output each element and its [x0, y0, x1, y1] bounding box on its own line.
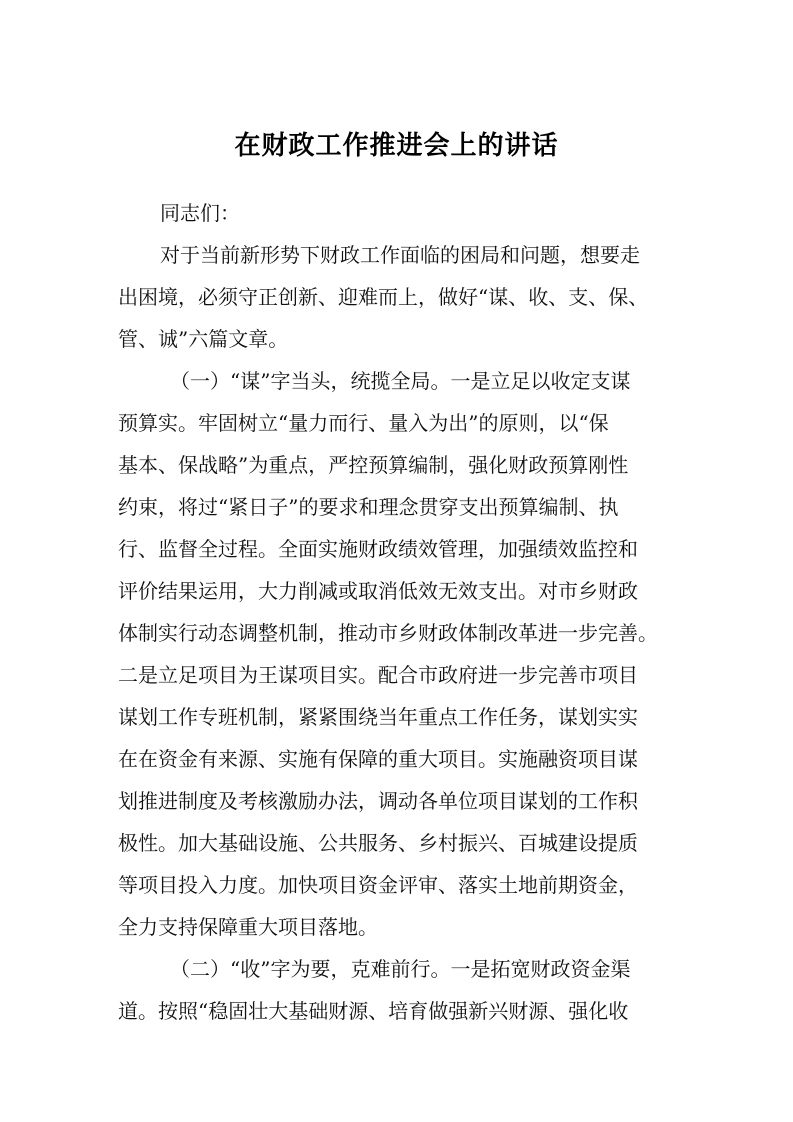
paragraph-line: 谋划工作专班机制，紧紧围绕当年重点工作任务，谋划实实 — [118, 705, 638, 729]
paragraph-line: 预算实。牢固树立“量力而行、量入为出”的原则，以“保 — [118, 411, 609, 435]
paragraph-line: 出困境，必须守正创新、迎难而上，做好“谋、收、支、保、 — [118, 285, 649, 309]
paragraph-line: 体制实行动态调整机制，推动市乡财政体制改革进一步完善。 — [118, 621, 658, 645]
greeting-line: 同志们： — [160, 201, 240, 225]
paragraph-line: 对于当前新形势下财政工作面临的困局和问题，想要走 — [160, 243, 640, 267]
paragraph-line: 二是立足项目为王谋项目实。配合市政府进一步完善市项目 — [118, 663, 638, 687]
paragraph-line: 划推进制度及考核激励办法，调动各单位项目谋划的工作积 — [118, 789, 638, 813]
document-title: 在财政工作推进会上的讲话 — [234, 131, 559, 161]
paragraph-line: 管、诚”六篇文章。 — [118, 327, 289, 351]
section-heading-line: （二）“收”字为要，克难前行。一是拓宽财政资金渠 — [170, 957, 631, 981]
paragraph-line: 全力支持保障重大项目落地。 — [118, 915, 378, 939]
paragraph-line: 道。按照“稳固壮大基础财源、培育做强新兴财源、强化收 — [118, 999, 629, 1023]
paragraph-line: 约束，将过“紧日子”的要求和理念贯穿支出预算编制、执 — [118, 495, 619, 519]
paragraph-line: 行、监督全过程。全面实施财政绩效管理，加强绩效监控和 — [118, 537, 638, 561]
paragraph-line: 极性。加大基础设施、公共服务、乡村振兴、百城建设提质 — [118, 831, 638, 855]
paragraph-line: 基本、保战略”为重点，严控预算编制，强化财政预算刚性 — [118, 453, 629, 477]
section-heading-line: （一）“谋”字当头，统揽全局。一是立足以收定支谋 — [170, 369, 631, 393]
paragraph-line: 在在资金有来源、实施有保障的重大项目。实施融资项目谋 — [118, 747, 638, 771]
paragraph-line: 评价结果运用，大力削减或取消低效无效支出。对市乡财政 — [118, 579, 638, 603]
paragraph-line: 等项目投入力度。加快项目资金评审、落实土地前期资金， — [118, 873, 638, 897]
